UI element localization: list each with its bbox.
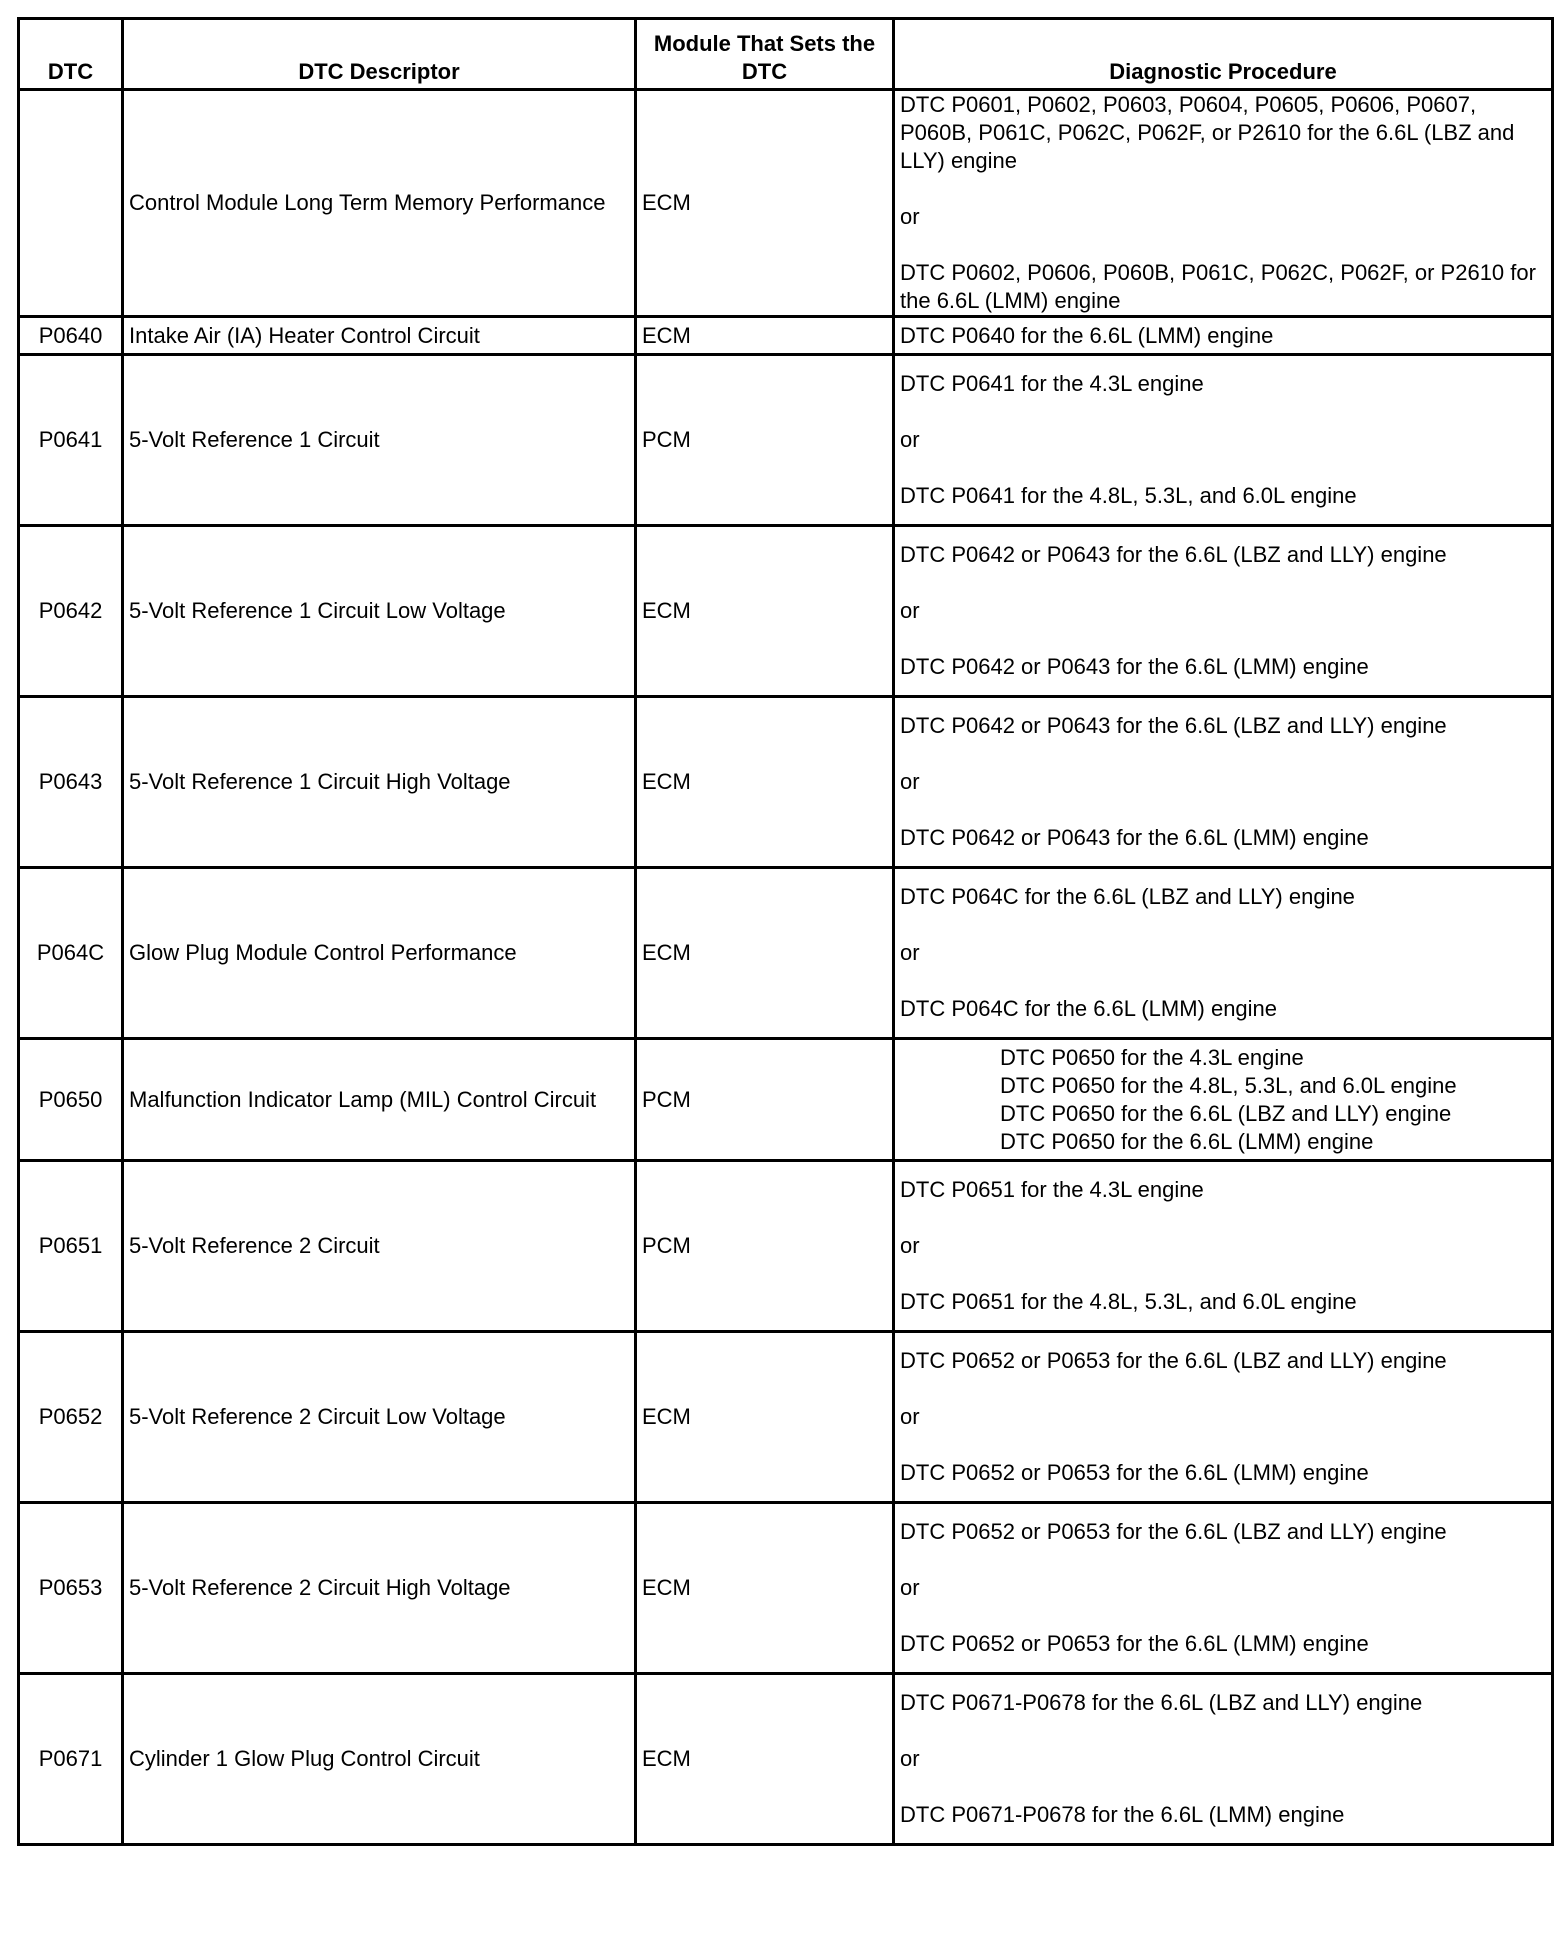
diagnostic-procedure <box>894 317 1553 355</box>
diagnostic-procedure <box>894 355 1553 526</box>
dtc-module: ECM <box>636 1674 894 1845</box>
dtc-code: P0671 <box>19 1674 123 1845</box>
diagnostic-procedure <box>894 868 1553 1039</box>
table-row <box>19 1332 1553 1503</box>
procedure-or: or <box>900 1404 920 1429</box>
table-row <box>19 1039 1553 1161</box>
diagnostic-procedure <box>894 1161 1553 1332</box>
dtc-module: ECM <box>636 868 894 1039</box>
procedure-or: or <box>900 204 920 229</box>
procedure-line: DTC P0651 for the 4.3L engine <box>900 1177 1204 1202</box>
dtc-descriptor: 5-Volt Reference 1 Circuit <box>123 355 636 526</box>
dtc-code: P0640 <box>19 317 123 355</box>
diagnostic-procedure <box>894 90 1553 317</box>
dtc-code: P0653 <box>19 1503 123 1674</box>
procedure-or: or <box>900 769 920 794</box>
dtc-descriptor: 5-Volt Reference 2 Circuit Low Voltage <box>123 1332 636 1503</box>
procedure-line: DTC P0671-P0678 for the 6.6L (LMM) engine <box>900 1802 1345 1827</box>
dtc-descriptor: 5-Volt Reference 2 Circuit <box>123 1161 636 1332</box>
procedure-or: or <box>900 940 920 965</box>
procedure-line: DTC P064C for the 6.6L (LBZ and LLY) engine <box>900 884 1355 909</box>
dtc-module: ECM <box>636 1332 894 1503</box>
dtc-code: P0643 <box>19 697 123 868</box>
procedure-line: DTC P0652 or P0653 for the 6.6L (LBZ and LLY) engine <box>900 1519 1447 1544</box>
procedure-line: DTC P0650 for the 4.3L engine <box>1000 1044 1304 1070</box>
procedure-line: DTC P0642 or P0643 for the 6.6L (LMM) engine <box>900 825 1369 850</box>
dtc-module: ECM <box>636 90 894 317</box>
procedure-or: or <box>900 1746 920 1771</box>
dtc-descriptor: Malfunction Indicator Lamp (MIL) Control Circuit <box>123 1039 636 1161</box>
procedure-line: DTC P0652 or P0653 for the 6.6L (LBZ and LLY) engine <box>900 1348 1447 1373</box>
diagnostic-procedure <box>894 1674 1553 1845</box>
procedure-or: or <box>900 1575 920 1600</box>
table-row <box>19 1503 1553 1674</box>
dtc-descriptor: 5-Volt Reference 1 Circuit High Voltage <box>123 697 636 868</box>
dtc-module: ECM <box>636 697 894 868</box>
table-row <box>19 90 1553 317</box>
procedure-line: DTC P0671-P0678 for the 6.6L (LBZ and LLY) engine <box>900 1690 1423 1715</box>
procedure-line: DTC P0602, P0606, P060B, P061C, P062C, P062F, or P2610 for the 6.6L (LMM) engine <box>900 260 1536 313</box>
header-descriptor: DTC Descriptor <box>123 19 636 90</box>
procedure-line: DTC P0650 for the 6.6L (LBZ and LLY) engine <box>1000 1100 1452 1126</box>
table-row <box>19 1674 1553 1845</box>
dtc-table <box>17 17 1554 1846</box>
table-row <box>19 1161 1553 1332</box>
diagnostic-procedure <box>894 526 1553 697</box>
diagnostic-procedure <box>894 697 1553 868</box>
procedure-line: DTC P0601, P0602, P0603, P0604, P0605, P0606, P0607, P060B, P061C, P062C, P062F, or P2610 for the 6.6L (LBZ and LLY) engine <box>900 92 1515 173</box>
dtc-module: ECM <box>636 317 894 355</box>
dtc-descriptor: Glow Plug Module Control Performance <box>123 868 636 1039</box>
dtc-descriptor: 5-Volt Reference 2 Circuit High Voltage <box>123 1503 636 1674</box>
procedure-line: DTC P0642 or P0643 for the 6.6L (LBZ and LLY) engine <box>900 542 1447 567</box>
table-row <box>19 317 1553 355</box>
procedure-line: DTC P0650 for the 4.8L, 5.3L, and 6.0L engine <box>1000 1072 1457 1098</box>
dtc-code: P0642 <box>19 526 123 697</box>
dtc-module: PCM <box>636 1161 894 1332</box>
procedure-or: or <box>900 598 920 623</box>
procedure-line: DTC P0642 or P0643 for the 6.6L (LMM) engine <box>900 654 1369 679</box>
dtc-code: P0652 <box>19 1332 123 1503</box>
header-dtc: DTC <box>19 19 123 90</box>
diagnostic-procedure <box>894 1503 1553 1674</box>
dtc-module: ECM <box>636 1503 894 1674</box>
dtc-module: ECM <box>636 526 894 697</box>
dtc-descriptor: 5-Volt Reference 1 Circuit Low Voltage <box>123 526 636 697</box>
procedure-line: DTC P0640 for the 6.6L (LMM) engine <box>900 322 1274 348</box>
diagnostic-procedure <box>894 1039 1553 1161</box>
dtc-code: P0650 <box>19 1039 123 1161</box>
procedure-line: DTC P0641 for the 4.8L, 5.3L, and 6.0L engine <box>900 483 1357 508</box>
procedure-or: or <box>900 427 920 452</box>
table-row <box>19 526 1553 697</box>
header-procedure: Diagnostic Procedure <box>894 19 1553 90</box>
procedure-line: DTC P064C for the 6.6L (LMM) engine <box>900 996 1278 1021</box>
dtc-descriptor: Control Module Long Term Memory Performance <box>123 90 636 317</box>
procedure-line: DTC P0641 for the 4.3L engine <box>900 371 1204 396</box>
procedure-line: DTC P0652 or P0653 for the 6.6L (LMM) engine <box>900 1631 1369 1656</box>
dtc-descriptor: Cylinder 1 Glow Plug Control Circuit <box>123 1674 636 1845</box>
diagnostic-procedure <box>894 1332 1553 1503</box>
dtc-code: P0641 <box>19 355 123 526</box>
header-row <box>19 19 1553 90</box>
header-module: Module That Sets the DTC <box>636 19 894 90</box>
dtc-descriptor: Intake Air (IA) Heater Control Circuit <box>123 317 636 355</box>
table-row <box>19 355 1553 526</box>
dtc-module: PCM <box>636 355 894 526</box>
procedure-or: or <box>900 1233 920 1258</box>
procedure-line: DTC P0650 for the 6.6L (LMM) engine <box>1000 1128 1374 1154</box>
procedure-line: DTC P0651 for the 4.8L, 5.3L, and 6.0L engine <box>900 1289 1357 1314</box>
procedure-line: DTC P0642 or P0643 for the 6.6L (LBZ and LLY) engine <box>900 713 1447 738</box>
dtc-code: P0651 <box>19 1161 123 1332</box>
table-row <box>19 868 1553 1039</box>
dtc-code: P064C <box>19 868 123 1039</box>
dtc-code <box>19 90 123 317</box>
table-row <box>19 697 1553 868</box>
procedure-line: DTC P0652 or P0653 for the 6.6L (LMM) engine <box>900 1460 1369 1485</box>
dtc-module: PCM <box>636 1039 894 1161</box>
